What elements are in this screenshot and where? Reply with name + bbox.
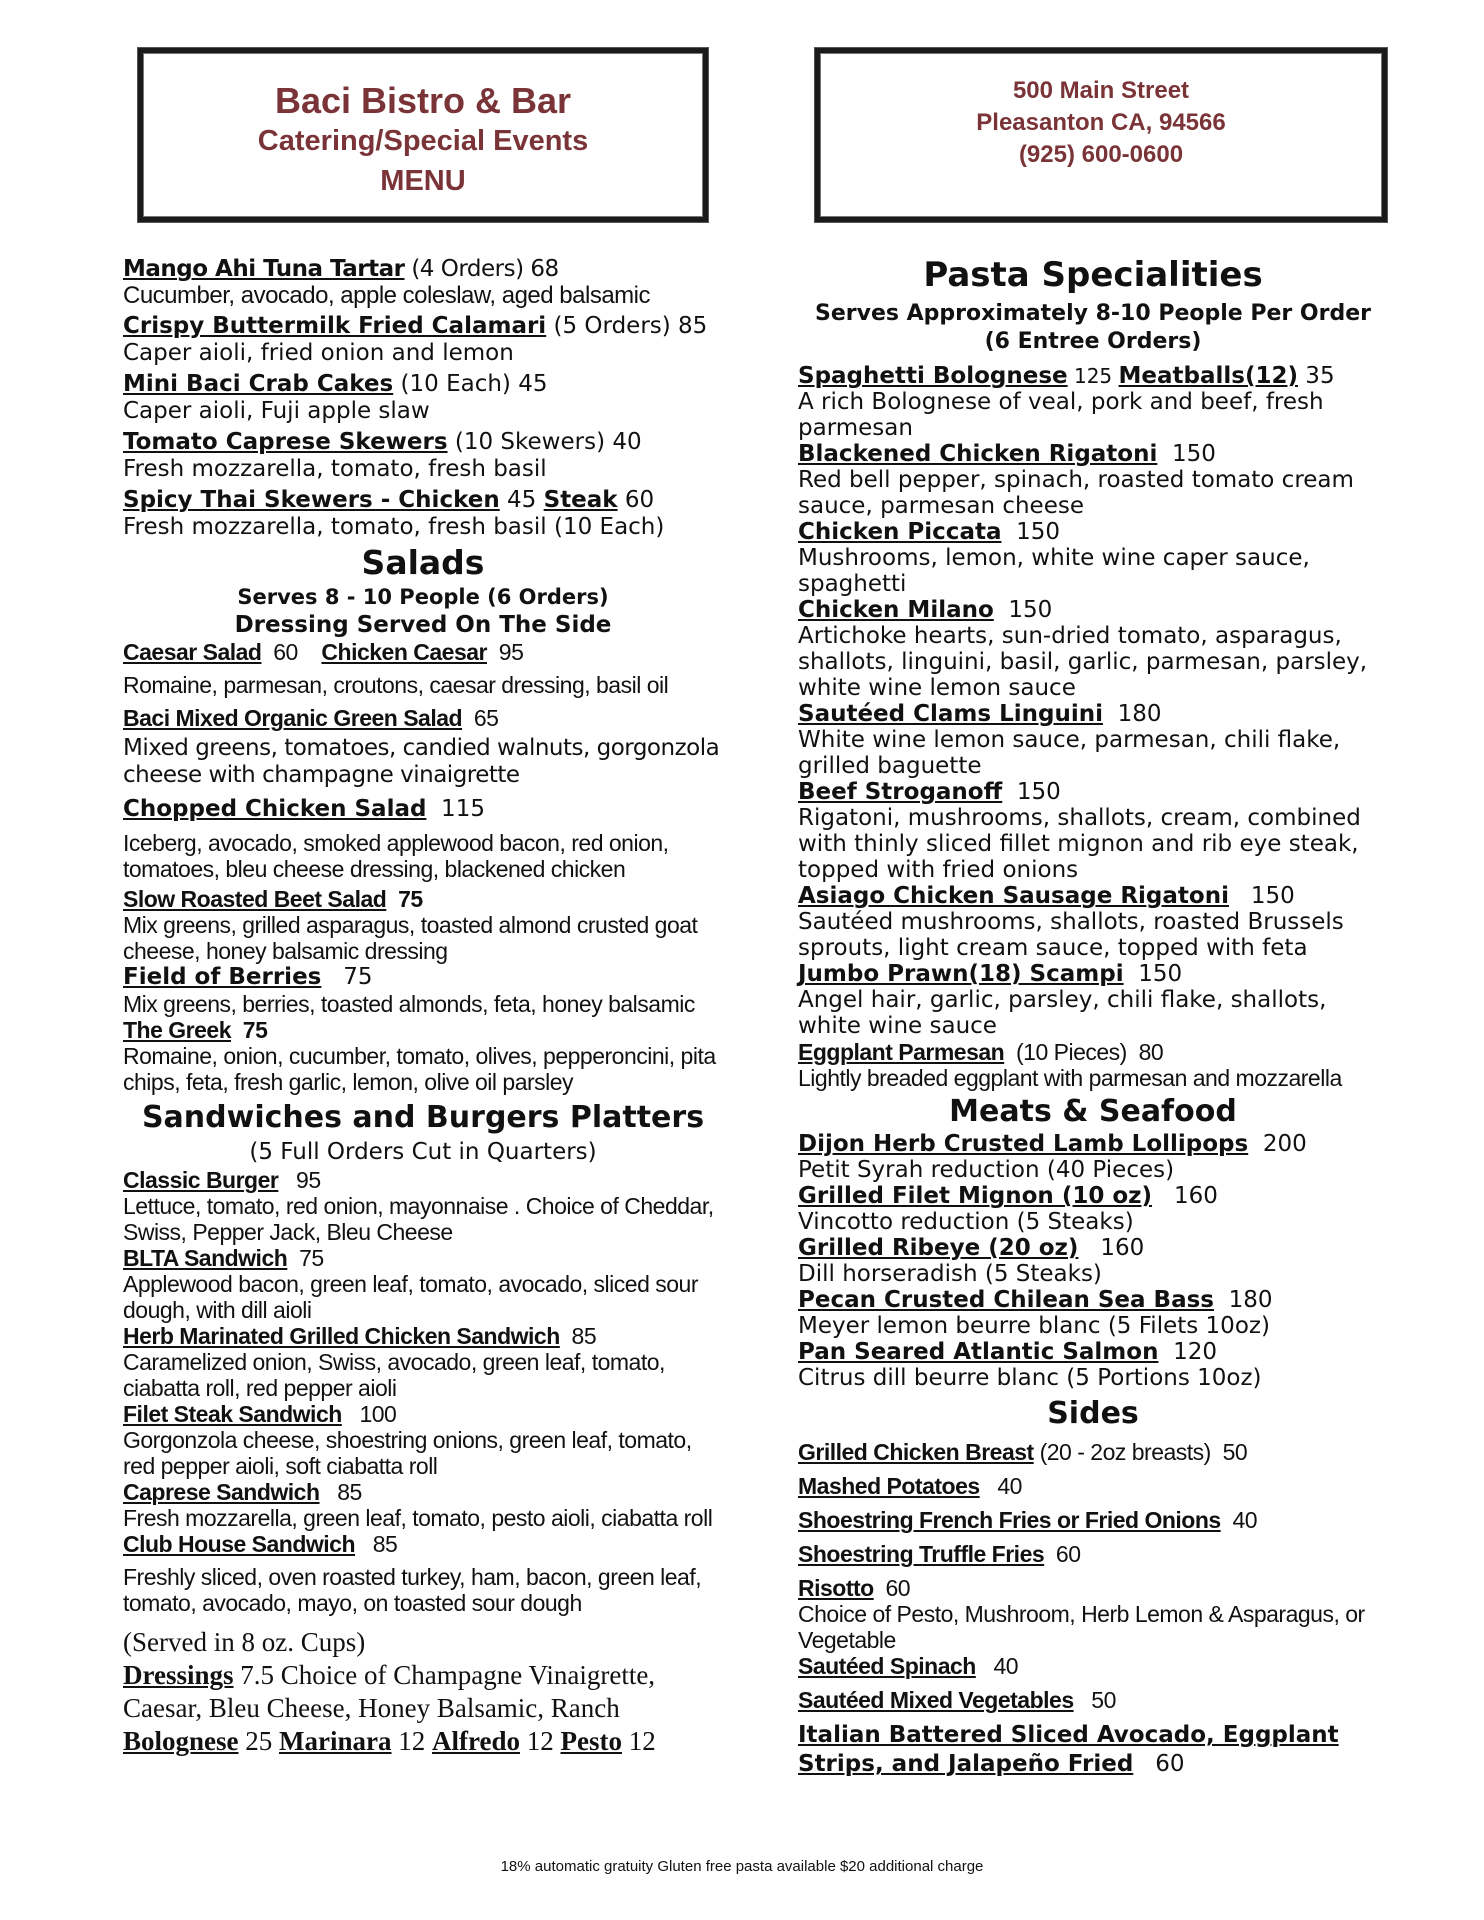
- menu-item: [798, 1507, 1388, 1533]
- menu-subtitle: Catering/Special Events: [257, 125, 589, 157]
- item-detail: (10 Pieces) 80: [1004, 1039, 1164, 1065]
- item-detail-2: 95: [487, 639, 524, 665]
- item-detail: 150: [1228, 883, 1295, 909]
- item-name: Baci Mixed Organic Green Salad: [123, 705, 463, 731]
- menu-item: [798, 1439, 1388, 1465]
- item-desc: Iceberg, avocado, smoked applewood bacon, red onion, tomatoes, bleu cheese dressing, blackened chicken: [123, 830, 669, 882]
- dressings-text: 7.5 Choice of Champagne Vinaigrette, Caesar, Bleu Cheese, Honey Balsamic, Ranch: [123, 1660, 656, 1723]
- sandwiches-heading: Sandwiches and Burgers Platters: [141, 1100, 705, 1135]
- item-detail: 150: [1001, 519, 1061, 545]
- item-detail: (5 Orders) 85: [546, 313, 708, 339]
- menu-item: [798, 1131, 1388, 1183]
- item-name: Spaghetti Bolognese: [798, 363, 1068, 389]
- menu-item: [123, 1017, 723, 1095]
- item-detail: 150: [993, 597, 1053, 623]
- item-detail: 65: [462, 705, 499, 731]
- right-column: [798, 256, 1388, 1779]
- item-detail: 60: [1044, 1541, 1081, 1567]
- item-desc: Mixed greens, tomatoes, candied walnuts, gorgonzola cheese with champagne vinaigrette: [123, 735, 720, 788]
- menu-item: [798, 1721, 1388, 1779]
- item-name: Asiago Chicken Sausage Rigatoni: [798, 883, 1229, 909]
- item-name: Italian Battered Sliced Avocado, Eggplant Strips, and Jalapeño Fried: [798, 1722, 1339, 1777]
- item-detail: 150: [1002, 779, 1061, 805]
- item-name: Herb Marinated Grilled Chicken Sandwich: [123, 1323, 560, 1349]
- menu-item: [123, 371, 723, 425]
- item-name: Eggplant Parmesan: [798, 1039, 1005, 1065]
- item-detail: 40: [1220, 1507, 1258, 1533]
- item-name: Sautéed Mixed Vegetables: [798, 1687, 1074, 1713]
- menu-item: [123, 796, 723, 882]
- pasta-orders: (6 Entree Orders): [984, 329, 1202, 354]
- item-detail: 150: [1123, 961, 1183, 987]
- item-desc: Petit Syrah reduction (40 Pieces): [798, 1157, 1175, 1183]
- item-detail-2: 60: [617, 487, 655, 513]
- alfredo-label: Alfredo: [432, 1726, 520, 1756]
- item-name: Mini Baci Crab Cakes: [123, 371, 394, 397]
- item-detail: 115: [426, 796, 485, 822]
- item-name: Grilled Filet Mignon (10 oz): [798, 1183, 1153, 1209]
- item-name: Slow Roasted Beet Salad: [123, 886, 387, 912]
- item-desc: Caper aioli, fried onion and lemon: [123, 340, 514, 366]
- pasta-heading: Pasta Specialities: [923, 255, 1263, 295]
- menu-item: [798, 519, 1388, 597]
- item-name: Caprese Sandwich: [123, 1479, 320, 1505]
- item-name: BLTA Sandwich: [123, 1245, 288, 1271]
- pesto-label: Pesto: [560, 1726, 622, 1756]
- menu-item: [123, 886, 723, 964]
- item-name: Grilled Chicken Breast: [798, 1439, 1034, 1465]
- item-name: Field of Berries: [123, 964, 322, 990]
- dressings-label: Dressings: [123, 1660, 234, 1690]
- menu-item: [123, 429, 723, 483]
- item-detail: (20 - 2oz breasts) 50: [1033, 1439, 1248, 1465]
- item-name: Beef Stroganoff: [798, 779, 1003, 805]
- item-name: Jumbo Prawn(18) Scampi: [798, 961, 1124, 987]
- item-name: Shoestring Truffle Fries: [798, 1541, 1045, 1567]
- item-name: Spicy Thai Skewers - Chicken: [123, 487, 500, 513]
- menu-item: [798, 1183, 1388, 1235]
- item-detail: 150: [1157, 441, 1216, 467]
- item-desc: Fresh mozzarella, tomato, fresh basil: [123, 456, 547, 482]
- item-detail: 200: [1248, 1131, 1307, 1157]
- footer-note: 18% automatic gratuity Gluten free pasta available $20 additional charge: [500, 1858, 984, 1875]
- item-name: Chopped Chicken Salad: [123, 796, 427, 822]
- item-desc: Artichoke hearts, sun-dried tomato, asparagus, shallots, linguini, basil, garlic, parmesan, parsley, white wine lemon sauce: [798, 623, 1368, 701]
- item-detail: 85: [319, 1479, 362, 1505]
- item-desc: Angel hair, garlic, parsley, chili flake, shallots, white wine sauce: [798, 987, 1327, 1039]
- item-detail: 75: [321, 964, 373, 990]
- meats-heading: Meats & Seafood: [949, 1094, 1237, 1129]
- item-detail: (10 Skewers) 40: [447, 429, 642, 455]
- menu-item: [798, 961, 1388, 1039]
- item-name-2: Steak: [543, 487, 618, 513]
- item-name: Pecan Crusted Chilean Sea Bass: [798, 1287, 1214, 1313]
- menu-item: [798, 1575, 1388, 1653]
- item-detail: 50: [1073, 1687, 1116, 1713]
- menu-item: [798, 363, 1388, 441]
- address-box: [815, 48, 1387, 222]
- item-desc: Rigatoni, mushrooms, shallots, cream, combined with thinly sliced fillet mignon and rib eye steak, topped with fried onions: [798, 805, 1361, 883]
- item-desc: Romaine, onion, cucumber, tomato, olives, pepperoncini, pita chips, feta, fresh garlic, lemon, olive oil parsley: [123, 1043, 716, 1095]
- salads-heading: Salads: [361, 543, 485, 582]
- item-detail: 125: [1067, 364, 1119, 388]
- item-detail: 60: [1133, 1751, 1185, 1777]
- item-desc: Red bell pepper, spinach, roasted tomato cream sauce, parmesan cheese: [798, 467, 1354, 519]
- menu-item: [798, 1687, 1388, 1713]
- item-detail: 180: [1214, 1287, 1273, 1313]
- menu-item: [123, 256, 723, 309]
- item-desc: Mix greens, berries, toasted almonds, feta, honey balsamic: [123, 991, 695, 1017]
- salads-dressing-note: Dressing Served On The Side: [234, 612, 612, 638]
- menu-label: MENU: [380, 165, 466, 197]
- menu-item: [123, 1479, 723, 1531]
- menu-item: [798, 1235, 1388, 1287]
- item-desc: Lettuce, tomato, red onion, mayonnaise . Choice of Cheddar, Swiss, Pepper Jack, Bleu Cheese: [123, 1193, 714, 1245]
- item-detail: 180: [1102, 701, 1162, 727]
- menu-item: [798, 1653, 1388, 1679]
- marinara-price: 12: [391, 1726, 432, 1756]
- item-name: Crispy Buttermilk Fried Calamari: [123, 313, 547, 339]
- menu-item: [798, 1339, 1388, 1391]
- item-detail: 95: [278, 1167, 321, 1193]
- bolognese-price: 25: [238, 1726, 280, 1756]
- item-desc: Caper aioli, Fuji apple slaw: [123, 398, 430, 424]
- menu-item: [798, 883, 1388, 961]
- item-name: Club House Sandwich: [123, 1531, 356, 1557]
- menu-item: [798, 779, 1388, 883]
- item-desc: Freshly sliced, oven roasted turkey, ham, bacon, green leaf, tomato, avocado, mayo, on toasted sour dough: [123, 1564, 702, 1616]
- item-desc: Fresh mozzarella, green leaf, tomato, pesto aioli, ciabatta roll: [123, 1505, 713, 1531]
- item-detail: 75: [287, 1245, 324, 1271]
- item-name: The Greek: [123, 1017, 231, 1043]
- restaurant-name: Baci Bistro & Bar: [274, 80, 572, 121]
- item-detail: 60: [261, 639, 322, 665]
- phone-number: (925) 600-0600: [1018, 141, 1184, 168]
- menu-item: [798, 701, 1388, 779]
- item-name: Shoestring French Fries or Fried Onions: [798, 1507, 1221, 1533]
- menu-item: [798, 597, 1388, 701]
- item-name-2: Meatballs(12): [1118, 363, 1298, 389]
- item-detail: 40: [975, 1653, 1019, 1679]
- menu-item: [123, 964, 723, 1017]
- menu-item: [123, 1323, 723, 1401]
- bolognese-label: Bolognese: [123, 1726, 239, 1756]
- sandwiches-subtitle: (5 Full Orders Cut in Quarters): [249, 1139, 597, 1165]
- item-desc: White wine lemon sauce, parmesan, chili flake, grilled baguette: [798, 727, 1341, 779]
- salads-serves: Serves 8 - 10 People (6 Orders): [237, 585, 609, 609]
- left-column: [123, 256, 723, 1758]
- menu-item: [798, 1473, 1388, 1499]
- menu-item: [123, 639, 723, 698]
- item-detail: 40: [979, 1473, 1022, 1499]
- item-name: Grilled Ribeye (20 oz): [798, 1235, 1079, 1261]
- item-desc: A rich Bolognese of veal, pork and beef, fresh parmesan: [798, 389, 1324, 441]
- item-name: Chicken Milano: [798, 597, 994, 623]
- item-name: Risotto: [798, 1575, 874, 1601]
- item-name: Mashed Potatoes: [798, 1473, 980, 1499]
- menu-item: [123, 1401, 723, 1479]
- item-name: Filet Steak Sandwich: [123, 1401, 342, 1427]
- item-name-2: Chicken Caesar: [321, 639, 488, 665]
- menu-item: [123, 1245, 723, 1323]
- dressings-line: [123, 1659, 723, 1725]
- item-name: Caesar Salad: [123, 639, 262, 665]
- item-detail: 120: [1158, 1339, 1217, 1365]
- item-name: Mango Ahi Tuna Tartar: [123, 256, 405, 282]
- item-name: Sautéed Clams Linguini: [798, 701, 1103, 727]
- item-detail: 75: [386, 886, 423, 912]
- menu-item: [798, 1039, 1388, 1091]
- marinara-label: Marinara: [279, 1726, 392, 1756]
- item-name: Chicken Piccata: [798, 519, 1002, 545]
- item-desc: Romaine, parmesan, croutons, caesar dressing, basil oil: [123, 672, 669, 698]
- alfredo-price: 12: [520, 1726, 561, 1756]
- menu-item: [798, 1541, 1388, 1567]
- sauces-line: [123, 1725, 723, 1758]
- item-desc: Sautéed mushrooms, shallots, roasted Brussels sprouts, light cream sauce, topped with feta: [798, 909, 1344, 961]
- item-desc: Cucumber, avocado, apple coleslaw, aged balsamic: [123, 282, 650, 309]
- item-detail: 75: [231, 1017, 268, 1043]
- item-detail: 45: [499, 487, 544, 513]
- item-name: Sautéed Spinach: [798, 1653, 976, 1679]
- address-city: Pleasanton CA, 94566: [976, 109, 1226, 136]
- item-desc: Vincotto reduction (5 Steaks): [798, 1209, 1134, 1235]
- menu-item: [798, 1287, 1388, 1339]
- pasta-serves: Serves Approximately 8-10 People Per Order: [815, 301, 1371, 326]
- item-name: Blackened Chicken Rigatoni: [798, 441, 1158, 467]
- item-detail-2: 35: [1298, 363, 1335, 389]
- item-desc: Mushrooms, lemon, white wine caper sauce, spaghetti: [798, 545, 1310, 597]
- item-desc: Applewood bacon, green leaf, tomato, avocado, sliced sour dough, with dill aioli: [123, 1271, 698, 1323]
- menu-item: [798, 441, 1388, 519]
- item-desc: Gorgonzola cheese, shoestring onions, green leaf, tomato, red pepper aioli, soft ciabatta roll: [123, 1427, 692, 1479]
- item-desc: Fresh mozzarella, tomato, fresh basil (10 Each): [123, 514, 665, 540]
- item-detail: (10 Each) 45: [393, 371, 548, 397]
- item-detail: 60: [873, 1575, 911, 1601]
- item-detail: 160: [1152, 1183, 1218, 1209]
- restaurant-title-box: [138, 48, 708, 222]
- item-desc: Caramelized onion, Swiss, avocado, green leaf, tomato, ciabatta roll, red pepper aioli: [123, 1349, 665, 1401]
- menu-item: [123, 487, 723, 541]
- item-desc: Lightly breaded eggplant with parmesan and mozzarella: [798, 1065, 1342, 1091]
- item-desc: Choice of Pesto, Mushroom, Herb Lemon & Asparagus, or Vegetable: [798, 1601, 1365, 1653]
- item-detail: 100: [341, 1401, 397, 1427]
- menu-item: [123, 1531, 723, 1616]
- item-desc: Mix greens, grilled asparagus, toasted almond crusted goat cheese, honey balsamic dressing: [123, 912, 698, 964]
- item-desc: Citrus dill beurre blanc (5 Portions 10oz): [798, 1365, 1262, 1391]
- item-detail: 85: [355, 1531, 398, 1557]
- cups-note: (Served in 8 oz. Cups): [123, 1627, 366, 1657]
- menu-item: [123, 313, 723, 367]
- address-street: 500 Main Street: [1012, 77, 1190, 104]
- item-detail: 85: [559, 1323, 597, 1349]
- item-detail: (4 Orders) 68: [404, 256, 559, 282]
- item-desc: Meyer lemon beurre blanc (5 Filets 10oz): [798, 1313, 1270, 1339]
- menu-item: [123, 1167, 723, 1245]
- item-name: Classic Burger: [123, 1167, 279, 1193]
- sides-heading: Sides: [1047, 1396, 1139, 1431]
- item-name: Tomato Caprese Skewers: [123, 429, 448, 455]
- item-name: Dijon Herb Crusted Lamb Lollipops: [798, 1131, 1249, 1157]
- pesto-price: 12: [621, 1726, 656, 1756]
- item-detail: 160: [1078, 1235, 1145, 1261]
- item-desc: Dill horseradish (5 Steaks): [798, 1261, 1102, 1287]
- item-name: Pan Seared Atlantic Salmon: [798, 1339, 1159, 1365]
- menu-item: [123, 705, 723, 789]
